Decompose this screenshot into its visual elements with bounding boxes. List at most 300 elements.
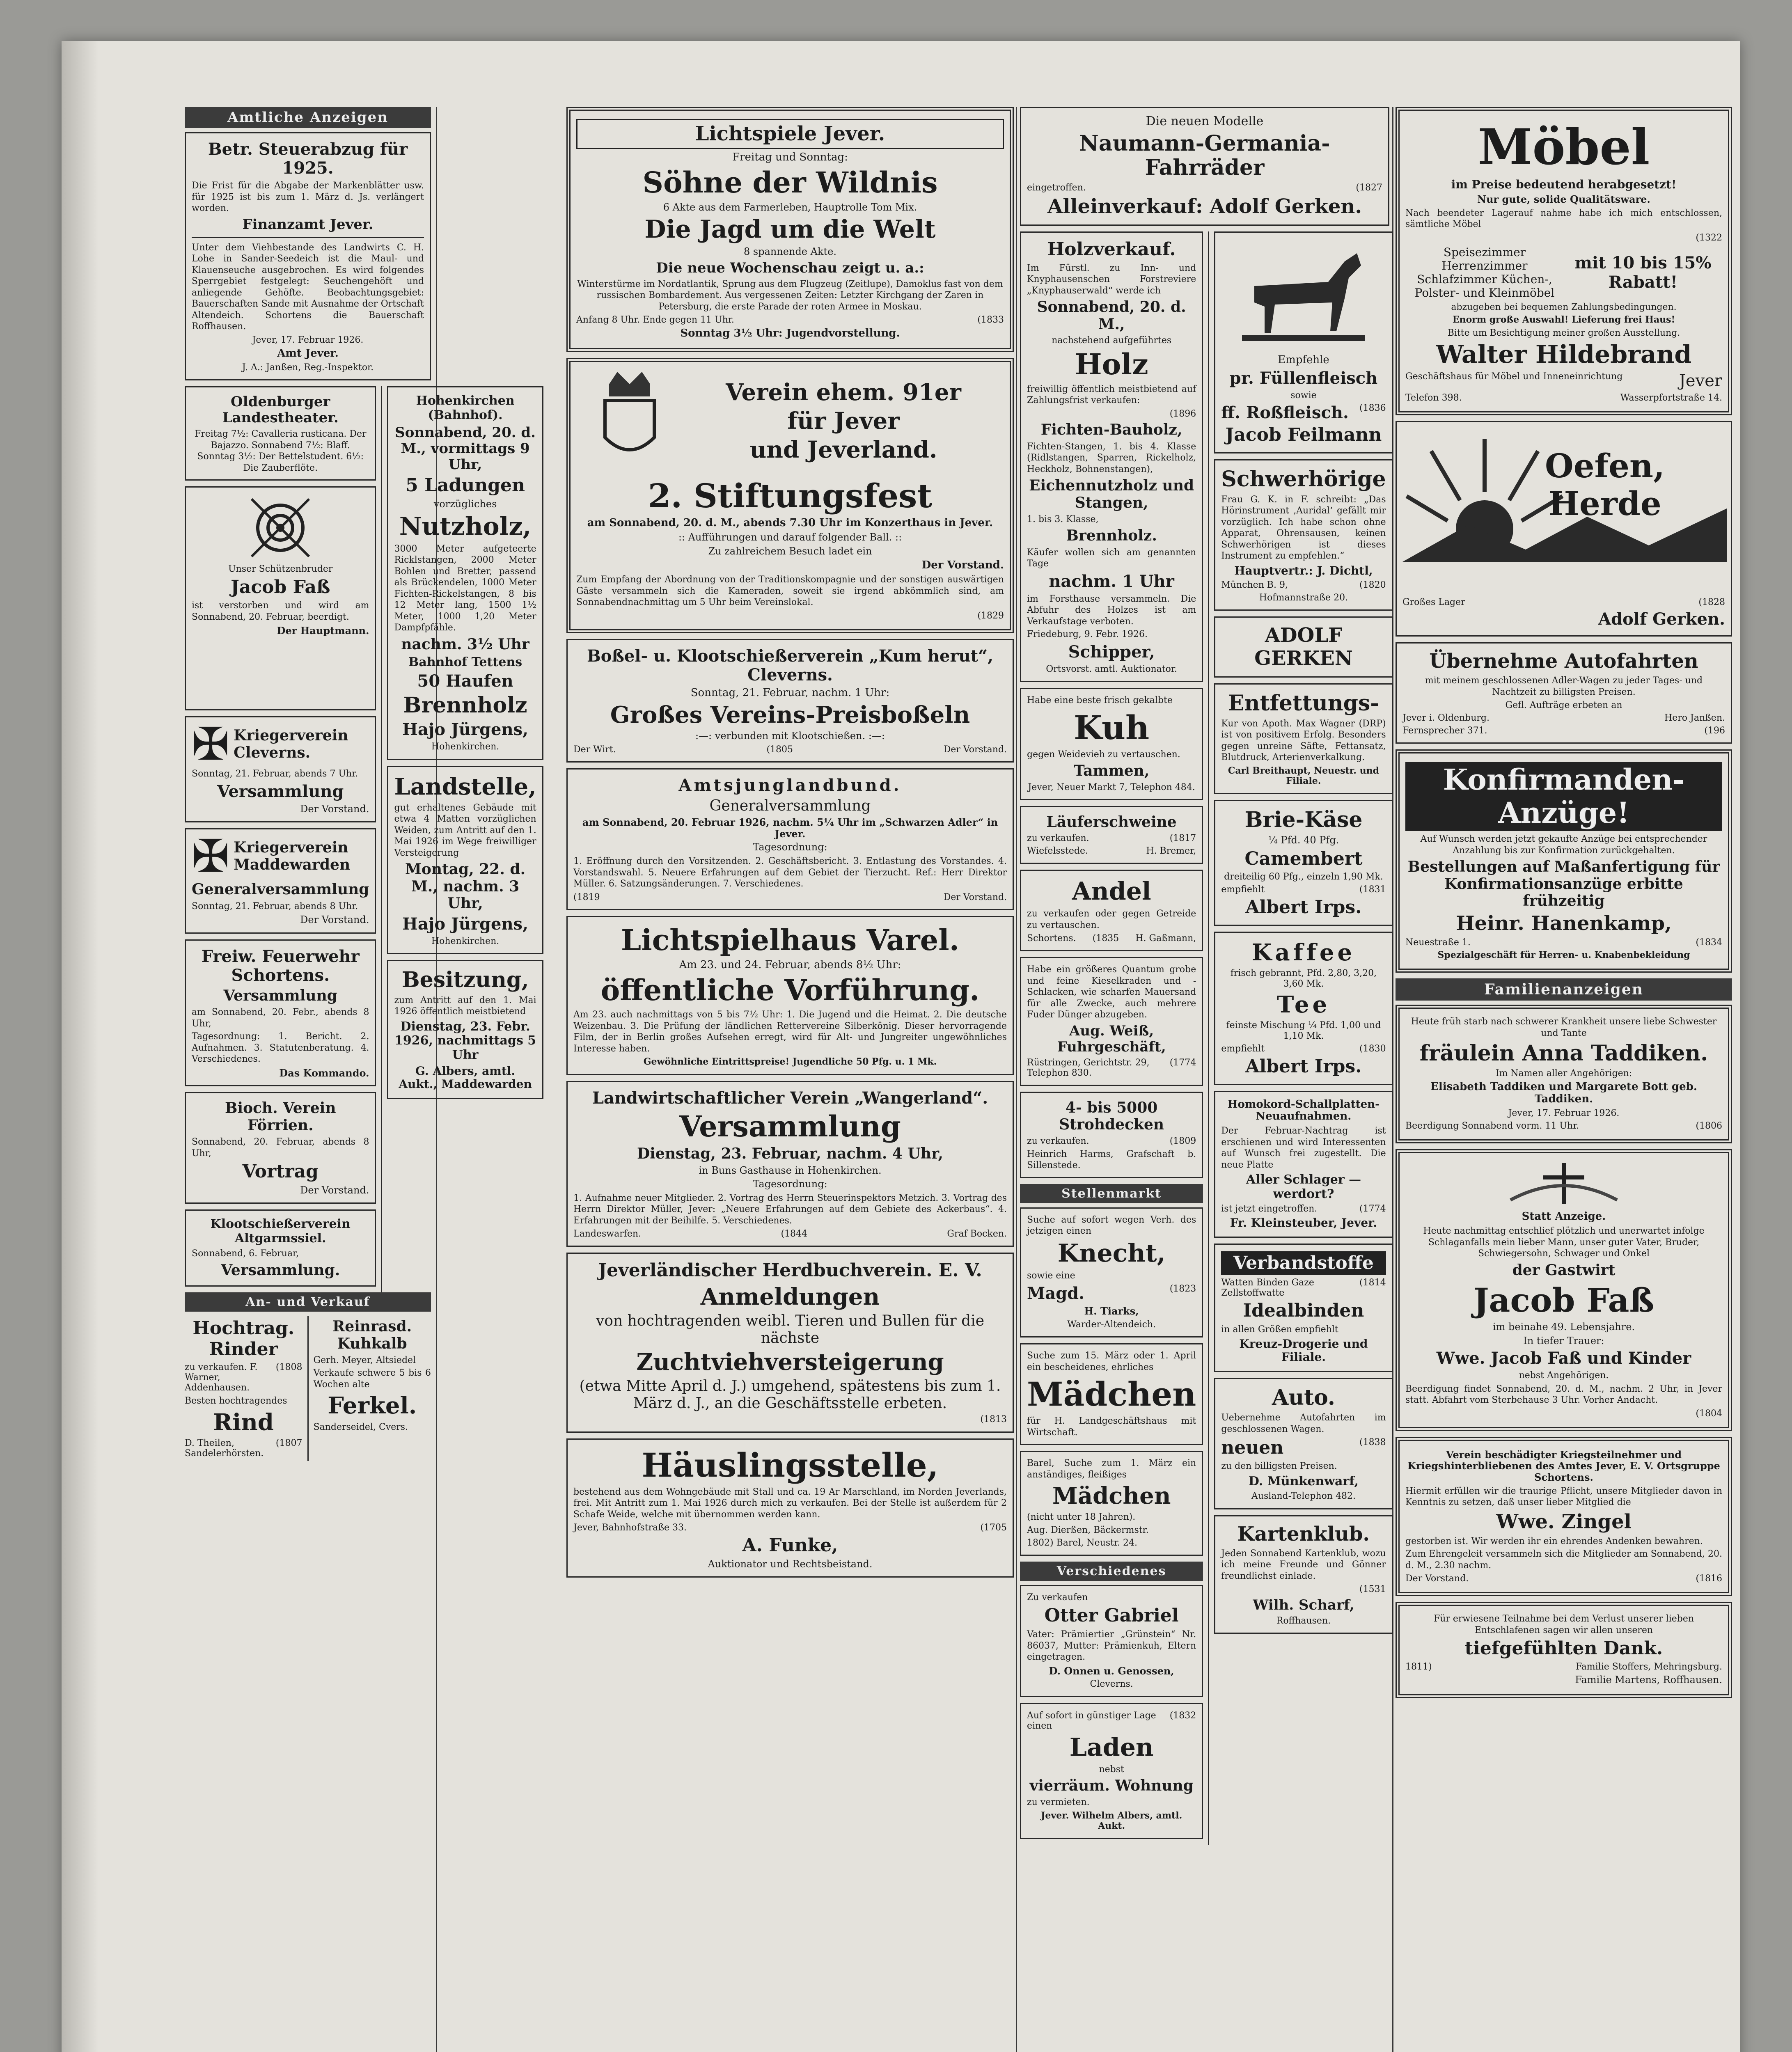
ad-text: in allen Größen empfiehlt <box>1221 1324 1338 1335</box>
ad-schuetzen <box>185 486 376 710</box>
ad-text: Zum Ehrengeleit versammeln sich die Mitglieder am Sonnabend, 20. d. M., 2.30 nachm. <box>1405 1549 1722 1571</box>
ad-place: Jever, Neuer Markt 7, Telephon 484. <box>1028 782 1195 792</box>
ad-sign: Der Vorstand. <box>300 1184 369 1196</box>
ad-sign: Gerh. Meyer, Altsiedel <box>313 1355 416 1365</box>
ad-title: vierräum. Wohnung <box>1029 1777 1194 1794</box>
ad-number: (1820 <box>1359 580 1386 591</box>
ad-title: Knecht, <box>1057 1239 1166 1268</box>
ad-text: Die neuen Modelle <box>1146 114 1264 128</box>
ad-lichtspielhaus-varel <box>566 916 1014 1075</box>
ad-date: am Sonnabend, 20. Februar 1926, nachm. 5¼ Uhr im „Schwarzen Adler“ in Jever. <box>582 816 998 840</box>
ad-title: Läuferschweine <box>1046 813 1177 831</box>
ad-title: Lichtspielhaus Varel. <box>621 923 960 957</box>
ad-sign: Sanderseidel, Cvers. <box>313 1422 408 1432</box>
ad-text: Die Frist für die Abgabe der Markenblätter usw. für 1925 ist bis zum 1. März d. Js. verlängert worden. <box>192 181 424 213</box>
ad-text: der Gastwirt <box>1512 1261 1616 1279</box>
ad-number: (1817 <box>1169 833 1196 844</box>
film-title: Die Jagd um die Welt <box>644 215 936 244</box>
ad-title: Übernehme Autofahrten <box>1429 649 1698 673</box>
ad-feuerwehr <box>185 939 376 1086</box>
ad-sign: Hohenkirchen. <box>431 742 500 752</box>
target-crest-icon <box>247 495 313 561</box>
ad-sign: H. Bremer, <box>1146 846 1196 857</box>
ad-text: nebst <box>1099 1764 1124 1775</box>
ad-time: Anfang 8 Uhr. Ende gegen 11 Uhr. <box>576 315 734 325</box>
ad-todesanzeige-fass <box>1396 1149 1732 1431</box>
ad-text: Jeden Sonnabend Kartenklub, wozu ich meine Freunde und Gönner freundlichst einlade. <box>1221 1548 1386 1581</box>
ad-text: Freitag und Sonntag: <box>732 151 848 164</box>
ad-sign: A. Funke, <box>742 1535 838 1556</box>
ad-number: (1830 <box>1359 1043 1386 1054</box>
ad-date: am Sonnabend, 20. d. M., abends 7.30 Uhr im Konzerthaus in Jever. <box>587 517 993 529</box>
ad-laden <box>1020 1703 1203 1839</box>
ad-text: Großes Lager <box>1402 597 1465 607</box>
iron-cross-icon: ✠ <box>192 718 230 771</box>
ad-sign: H. Tiarks, <box>1084 1305 1139 1317</box>
ad-title: Amtsjunglandbund. <box>678 775 902 795</box>
ad-title: Versammlung <box>217 781 344 801</box>
ad-theater <box>185 386 376 481</box>
ad-text: Heute nachmittag entschlief plötzlich und unerwartet infolge Schlaganfalls mein lieber Mann, unser guter Vater, Bruder, Schwiegersohn, Schwager und Onkel <box>1423 1226 1705 1259</box>
ad-phone: Telefon 398. <box>1405 392 1462 403</box>
ad-number: (1836 <box>1359 403 1386 414</box>
right-subcol <box>307 1316 431 1461</box>
ad-date: Friedeburg, 9. Febr. 1926. <box>1027 629 1148 640</box>
ad-title: Hohenkirchen (Bahnhof). <box>416 394 515 422</box>
ad-lichtspiele-jever <box>566 107 1014 352</box>
ad-konfirmanden <box>1396 749 1732 973</box>
ad-place: Hofmannstraße 20. <box>1259 593 1348 603</box>
ad-text: Beerdigung findet Sonnabend, 20. d. M., nachm. 2 Uhr, in Jever statt. Abfahrt vom Sterbehause 3 Uhr. Vorher Andacht. <box>1405 1383 1722 1406</box>
ad-sign: Fr. Kleinsteuber, Jever. <box>1230 1216 1377 1230</box>
section-header-verschiedenes: Verschiedenes <box>1020 1562 1203 1581</box>
ad-item: Fichten-Bauholz, <box>1040 421 1182 439</box>
ad-text: eingetroffen. <box>1027 183 1086 193</box>
ad-price: frisch gebrannt, Pfd. 2,80, 3,20, 3,60 Mk. <box>1230 968 1377 989</box>
ad-number: (1831 <box>1359 884 1386 895</box>
ad-klootschiesser <box>185 1209 376 1287</box>
ad-title: Hochtrag. Rinder <box>192 1318 295 1360</box>
ad-sign: Graf Bocken. <box>947 1229 1007 1239</box>
ad-title: Versammlung. <box>221 1261 340 1279</box>
ad-text: zu verkaufen. F. Warner, Addenhausen. <box>185 1362 258 1393</box>
ad-andel <box>1020 870 1203 951</box>
ad-sign: H. Gaßmann, <box>1135 933 1196 944</box>
ad-place: Jever i. Oldenburg. <box>1402 713 1490 724</box>
ad-text: Watten Binden Gaze Zellstoffwatte <box>1221 1278 1314 1299</box>
ad-text: Gefl. Aufträge erbeten an <box>1505 700 1622 711</box>
ad-subtitle: Generalversammlung <box>709 797 871 814</box>
ad-title: Mädchen <box>1027 1375 1196 1414</box>
ad-title: Mädchen <box>1052 1482 1171 1510</box>
ad-text: Enorm große Auswahl! Lieferung frei Haus! <box>1452 314 1675 325</box>
ad-place: Neuestraße 1. <box>1405 937 1471 948</box>
ad-sign: nebst Angehörigen. <box>1519 1370 1609 1381</box>
ad-text: gegen Weidevieh zu vertauschen. <box>1027 749 1180 760</box>
ad-text: Suche zum 15. März oder 1. April ein bescheidenes, ehrliches <box>1027 1351 1196 1372</box>
ad-kriegsbeschaedigte <box>1396 1437 1732 1596</box>
ad-place: Wasserpfortstraße 14. <box>1620 392 1722 403</box>
ad-title: Bioch. Verein Förrien. <box>225 1099 336 1134</box>
ad-place: Rüstringen, Gerichtstr. 29, Telephon 830. <box>1027 1057 1150 1078</box>
ad-title: Homokord-Schallplatten-Neuaufnahmen. <box>1227 1098 1380 1123</box>
ad-place: in Buns Gasthause in Hohenkirchen. <box>699 1164 882 1176</box>
ad-text: im beinahe 49. Lebensjahre. <box>1492 1321 1635 1333</box>
ad-landstelle <box>387 766 543 954</box>
ad-title: Verbandstoffe <box>1221 1251 1386 1276</box>
ad-text: von hochtragenden weibl. Tieren und Bullen für die nächste <box>596 1312 985 1347</box>
ad-text: Zu zahlreichem Besuch ladet ein <box>708 545 872 557</box>
ad-text: 3000 Meter aufgeteerte Ricklstangen, 2000 Meter Bohlen und Bretter, passend als Brückendelen, 1000 Meter Fichten-Rickelstangen, 8 bis 12 Meter lang, 1500 1½ Meter, 1000 1,20 Meter Dampfpfähle. <box>394 543 536 633</box>
ad-number: (1838 <box>1359 1437 1386 1448</box>
ad-subtitle: Nur gute, solide Qualitätsware. <box>1477 193 1650 206</box>
left-subcol <box>185 386 376 1292</box>
ad-title: Zuchtviehversteigerung <box>636 1349 944 1376</box>
ad-price: ¼ Pfd. 40 Pfg. <box>1268 834 1339 846</box>
ad-title: Kartenklub. <box>1237 1522 1370 1546</box>
two-col-block <box>1020 231 1389 1845</box>
ad-number: (1814 <box>1359 1278 1386 1288</box>
ad-text: Vater: Prämiertier „Grünstein“ Nr. 86037, Mutter: Prämienkuh, Eltern eingetragen. <box>1027 1629 1196 1663</box>
ad-text: Hiermit erfüllen wir die traurige Pflicht, unsere Mitglieder davon in Kenntnis zu setzen, daß unser lieber Mitglied die <box>1405 1486 1722 1508</box>
ad-title: Freiw. Feuerwehr Schortens. <box>201 946 360 985</box>
ad-sign: Hajo Jürgens, <box>402 720 528 740</box>
ad-maedchen-1 <box>1020 1343 1203 1445</box>
ad-text: für H. Landgeschäftshaus mit Wirtschaft. <box>1027 1416 1196 1438</box>
ad-title: Bestellungen auf Maßanfertigung für Konfirmationsanzüge erbitte frühzeitig <box>1407 858 1720 910</box>
ad-sign: Hauptvertr.: J. Dichtl, <box>1234 563 1373 577</box>
ad-text: Der Februar-Nachtrag ist erschienen und wird Interessenten auf Wunsch frei zugestellt. Die neue Platte <box>1221 1126 1386 1170</box>
iron-cross-icon: ✠ <box>192 830 230 883</box>
left-subcol <box>1020 231 1203 1845</box>
ad-name: Jacob Faß <box>1473 1281 1655 1320</box>
ad-number: (1829 <box>977 610 1004 621</box>
ad-text: Käufer wollen sich am genannten Tage <box>1027 547 1196 569</box>
ad-sign: G. Albers, amtl. Aukt., Maddewarden <box>399 1064 532 1091</box>
ad-text: empfiehlt <box>1221 1043 1265 1054</box>
ad-title: Brie-Käse <box>1244 807 1363 833</box>
ad-title: Aller Schlager — werdort? <box>1246 1173 1361 1201</box>
ad-sign: Landeswarfen. <box>573 1229 642 1239</box>
ad-moebel <box>1396 107 1732 415</box>
ad-number: (1705 <box>980 1523 1007 1533</box>
ad-bioch-verein <box>185 1092 376 1204</box>
ad-price: feinste Mischung ¼ Pfd. 1,00 und 1,10 Mk. <box>1226 1020 1381 1041</box>
ad-sign: Amt Jever. <box>277 347 339 360</box>
ad-title: Boßel- u. Klootschießerverein „Kum herut“, Cleverns. <box>587 646 994 685</box>
palm-cross-icon <box>1502 1159 1625 1208</box>
ad-sign: Finanzamt Jever. <box>242 216 374 233</box>
ad-name: fräulein Anna Taddiken. <box>1419 1041 1708 1066</box>
ad-text: Im Namen aller Angehörigen: <box>1495 1068 1632 1079</box>
ad-schwerhoerige <box>1214 459 1393 611</box>
ad-number: (1804 <box>1696 1408 1722 1419</box>
ad-autofahrten <box>1396 642 1732 744</box>
ad-holzverkauf <box>1020 231 1203 682</box>
ad-time: nachm. 3½ Uhr <box>401 635 529 653</box>
ad-title: Kriegerverein Cleverns. <box>234 727 348 762</box>
ad-title: für Jever <box>787 408 900 435</box>
ad-text: zu verkaufen. <box>1027 833 1089 844</box>
ad-title: Oefen, Herde <box>1545 446 1665 523</box>
ad-sign: Familie Stoffers, Mehringsburg. <box>1575 1661 1722 1672</box>
ad-title: 5 Ladungen <box>406 475 525 496</box>
ad-subtitle: im Preise bedeutend herabgesetzt! <box>1451 178 1677 191</box>
ad-place: 1802) Barel, Neustr. 24. <box>1027 1538 1138 1548</box>
ad-text: sowie eine <box>1027 1270 1075 1281</box>
ad-place: Ausland-Telephon 482. <box>1251 1491 1356 1502</box>
ad-danksagung <box>1396 1602 1732 1698</box>
ad-maedchen-2 <box>1020 1451 1203 1556</box>
ad-text: zu verkaufen oder gegen Getreide zu vertauschen. <box>1027 909 1196 930</box>
ad-date: Jever, 17. Februar 1926. <box>252 334 364 345</box>
ad-title: 4- bis 5000 Strohdecken <box>1059 1099 1164 1134</box>
ad-title: Kaffee <box>1251 939 1356 966</box>
ad-title: Holz <box>1075 347 1148 382</box>
ad-date: Am 23. und 24. Februar, abends 8½ Uhr: <box>679 959 901 971</box>
ad-text: ist verstorben und wird am Sonnabend, 20. Februar, beerdigt. <box>192 600 369 622</box>
ad-sign: Der Vorstand. <box>943 744 1007 755</box>
ad-text: ist jetzt eingetroffen. <box>1221 1204 1318 1214</box>
ad-sign: Tammen, <box>1073 762 1150 780</box>
ad-place: Jever, Bahnhofstraße 33. <box>573 1523 687 1533</box>
ad-number: (1322 <box>1696 232 1722 243</box>
ad-place: München B. 9, <box>1221 580 1288 591</box>
ad-text: abzugeben bei bequemen Zahlungsbedingungen. <box>1451 302 1677 313</box>
ad-text: zum Antritt auf den 1. Mai 1926 öffentlich meistbietend <box>394 995 536 1017</box>
ad-date: Jever, 17. Februar 1926. <box>1508 1108 1620 1118</box>
ad-text: :: Aufführungen und darauf folgender Ball. :: <box>678 531 902 543</box>
ad-sign: Schipper, <box>1068 642 1155 662</box>
ad-adolf-gerken <box>1214 616 1393 677</box>
ad-text: Freitag 7½: Cavalleria rusticana. Der Bajazzo. Sonnabend 7½: Blaff. Sonntag 3½: Der Bettelstudent. 6½: Die Zauberflöte. <box>194 429 367 473</box>
ad-title: Oldenburger Landestheater. <box>222 394 339 426</box>
ad-sign: Der Hauptmann. <box>277 625 369 637</box>
ad-number: (1833 <box>977 315 1004 325</box>
ad-text: :—: verbunden mit Klootschießen. :—: <box>695 730 885 742</box>
section-header-an-verkauf: An- und Verkauf <box>185 1292 431 1312</box>
ad-text: nachstehend aufgeführtes <box>1052 335 1172 346</box>
ad-steuerabzug <box>185 132 431 380</box>
section-header-familienanzeigen: Familienanzeigen <box>1396 978 1732 1001</box>
ad-number: (1896 <box>1169 408 1196 419</box>
ad-title: Versammlung <box>679 1109 901 1143</box>
right-subcol <box>1208 231 1393 1845</box>
left-subcol <box>185 1316 302 1461</box>
ad-text: Unser Schützenbruder <box>228 564 333 575</box>
ad-title: Versammlung <box>223 987 337 1004</box>
column-4 <box>1396 107 1732 2052</box>
ad-text: bestehend aus dem Wohngebäude mit Stall und ca. 19 Ar Marschland, im Norden Jeverlands, frei. Mit Antritt zum 1. Mai 1926 durch mich zu verkaufen. Bei der Stelle ist außerdem für 2 Schafe Weide, welche mit übernommen werden kann. <box>573 1486 1007 1520</box>
ad-title: Generalversammlung <box>192 881 369 898</box>
ad-number: (1823 <box>1169 1284 1196 1294</box>
ad-text: gestorben ist. Wir werden ihr ein ehrendes Andenken bewahren. <box>1405 1536 1703 1546</box>
ad-text: Winterstürme im Nordatlantik, Sprung aus dem Flugzeug (Zeitlupe), Damoklus fast von dem russischen Bombardement. Aus vergessenen Zeiten: Letzter Kirchgang der Zaren in Petersburg, die erste Parade der roten Armee in Moskau. <box>577 279 1003 312</box>
ad-nutzholz <box>387 386 543 760</box>
newspaper-page <box>62 41 1740 2052</box>
ad-text: zu den billigsten Preisen. <box>1221 1461 1337 1472</box>
ad-place: Jever <box>1679 371 1722 390</box>
ad-title: 50 Haufen <box>417 671 513 691</box>
ad-title: 2. Stiftungsfest <box>648 476 933 515</box>
ad-title: Auto. <box>1272 1385 1335 1410</box>
ad-date: Dienstag, 23. Febr. 1926, nachmittags 5 Uhr <box>394 1019 536 1062</box>
ad-text: 8 spannende Akte. <box>743 246 836 258</box>
ad-text: Uebernehme Autofahrten im geschlossenen Wagen. <box>1221 1413 1386 1434</box>
ad-title: Jeverländischer Herdbuchverein. E. V. <box>598 1260 982 1281</box>
ad-sign: D. Münkenwarf, <box>1248 1474 1359 1489</box>
ad-date: Sonntag, 21. Februar, nachm. 1 Uhr: <box>690 687 890 699</box>
column-rule <box>1016 107 1017 2052</box>
ad-title: Brennholz <box>403 693 527 718</box>
ad-date: Sonnabend, 20. d. M., <box>1037 298 1186 333</box>
ad-date: Montag, 22. d. M., nachm. 3 Uhr, <box>405 861 526 912</box>
ad-date: Dienstag, 23. Februar, nachm. 4 Uhr, <box>637 1145 943 1163</box>
ad-text: zu verkaufen. <box>1027 1136 1089 1146</box>
ad-title: Verein beschädigter Kriegsteilnehmer und Kriegshinterbliebenen des Amtes Jever, E. V. Ortsgruppe Schortens. <box>1407 1448 1720 1484</box>
ad-place: Warder-Altendeich. <box>1067 1319 1156 1330</box>
ad-auto <box>1214 1378 1393 1509</box>
ad-number: (1531 <box>1359 1584 1386 1595</box>
ad-kaese <box>1214 800 1393 926</box>
ad-title: Reinrasd. Kuhkalb <box>332 1318 412 1352</box>
ad-text: Gewöhnliche Eintrittspreise! Jugendliche 50 Pfg. u. 1 Mk. <box>643 1056 937 1067</box>
ad-place: Cleverns. <box>1090 1679 1133 1690</box>
ad-text: 1. bis 3. Klasse, <box>1027 514 1099 524</box>
column-2 <box>566 107 1014 2052</box>
ad-kriegerverein-cleverns <box>185 716 376 822</box>
ad-number: (1832 <box>1169 1711 1196 1721</box>
ad-sign: D. Onnen u. Genossen, <box>1049 1665 1174 1677</box>
ad-text: Am 23. auch nachmittags von 5 bis 7½ Uhr: 1. Die Jugend und die Heimat. 2. Die deutsche Weizenbau. 3. Die Prüfung der ländlichen Rettervereine Silberkönig. Dieser hervorragende Film, der in Berlin großes Aufsehen erregt, wird für Alt- und Jungreiter ungewöhnliches Interesse haben. <box>573 1010 1007 1054</box>
ad-title: und Jeverland. <box>749 436 937 464</box>
ad-sign: Aug. Dierßen, Bäckermstr. <box>1027 1525 1149 1535</box>
ad-subtitle: Die neue Wochenschau zeigt u. a.: <box>656 259 924 276</box>
ad-text: Im Fürstl. zu Inn- und Knyphausenschen Forstreviere „Knyphauserwald“ werde ich <box>1027 263 1196 296</box>
ad-sign: Jever. Wilhelm Albers, amtl. Aukt. <box>1041 1810 1182 1831</box>
ad-text: zu vermieten. <box>1027 1797 1090 1808</box>
ad-title: Kriegerverein Maddewarden <box>234 839 351 874</box>
ad-sign: Der Vorstand. <box>300 803 369 815</box>
ad-title: Klootschießerverein Altgarmssiel. <box>210 1217 351 1246</box>
ad-place: Bahnhof Tettens <box>408 655 522 669</box>
ad-date: Sonnabend, 20. d. M., vormittags 9 Uhr, <box>395 424 536 473</box>
film-title: Söhne der Wildnis <box>642 165 938 200</box>
ad-homokord <box>1214 1091 1393 1238</box>
ad-title: Idealbinden <box>1243 1300 1364 1321</box>
ad-number: (1819 <box>573 892 600 902</box>
ad-text: Heute früh starb nach schwerer Krankheit unsere liebe Schwester und Tante <box>1411 1017 1717 1038</box>
ad-title: Entfettungs- <box>1228 690 1379 716</box>
ad-item: pr. Füllenfleisch <box>1229 369 1378 388</box>
ad-text: Besten hochtragendes <box>185 1396 287 1406</box>
ad-number: (1844 <box>781 1229 808 1239</box>
ad-sign: Das Kommando. <box>279 1067 369 1079</box>
ad-number: (196 <box>1704 726 1725 736</box>
ad-pferdefleisch <box>1214 231 1393 453</box>
ad-text: Auf Wunsch werden jetzt gekaufte Anzüge bei entsprechender Anzahlung bis zur Konfirmation zurückgehalten. <box>1420 834 1707 856</box>
ad-number: (1807 <box>275 1438 302 1449</box>
two-col-block <box>185 386 536 1292</box>
ad-time: nachm. 1 Uhr <box>1049 571 1174 591</box>
ad-laeuferschweine <box>1020 806 1203 864</box>
ad-text: Nach beendeter Lagerauf nahme habe ich mich entschlossen, sämtliche Möbel <box>1405 208 1722 230</box>
ad-item: ff. Roßfleisch. <box>1221 403 1349 423</box>
ad-sign: Aug. Weiß, Fuhrgeschäft, <box>1057 1022 1166 1055</box>
ad-schlacken <box>1020 957 1203 1086</box>
ad-sign: Der Vorstand. <box>921 559 1004 572</box>
column-3 <box>1020 107 1389 2052</box>
ad-bosselverein <box>566 639 1014 763</box>
ad-title: Häuslingsstelle, <box>642 1445 939 1484</box>
ad-text: Empfehle <box>1278 354 1329 366</box>
ad-text: (nicht unter 18 Jahren). <box>1027 1512 1136 1523</box>
ad-title: öffentliche Vorführung. <box>600 973 980 1007</box>
ad-title: neuen <box>1221 1437 1284 1459</box>
ad-place: Schortens. <box>1027 933 1076 944</box>
ad-sign: D. Theilen, Sandelerhörsten. <box>185 1438 264 1459</box>
ad-text: Speisezimmer Herrenzimmer Schlafzimmer Küchen-, Polster- und Kleinmöbel <box>1414 245 1555 300</box>
ad-name: Jacob Faß <box>231 576 330 598</box>
ad-sign: Jacob Feilmann <box>1225 424 1382 446</box>
ad-amtsjunglandbund <box>566 768 1014 910</box>
ad-title: tiefgefühlten Dank. <box>1464 1638 1663 1659</box>
ad-sign: Alleinverkauf: Adolf Gerken. <box>1047 195 1362 218</box>
ad-title: Naumann-Germania-Fahrräder <box>1079 131 1330 181</box>
ad-oefen-herde <box>1396 421 1732 637</box>
ad-kuh <box>1020 688 1203 800</box>
ad-title: Möbel <box>1478 118 1650 176</box>
ad-sign: Walter Hildebrand <box>1436 340 1692 369</box>
ad-sign: Hohenkirchen. <box>431 936 500 946</box>
ad-title: Anmeldungen <box>700 1283 880 1310</box>
page-spine <box>62 41 99 2052</box>
ad-text: Sonntag 3½ Uhr: Jugendvorstellung. <box>680 327 900 340</box>
ad-text: sowie <box>1290 390 1317 401</box>
ad-entfettung <box>1214 683 1393 794</box>
ad-item: Eichennutzholz und Stangen, <box>1029 477 1194 511</box>
ad-sign: Der Wirt. <box>573 744 616 755</box>
ad-date: am Sonnabend, 20. Febr., abends 8 Uhr, <box>192 1007 369 1029</box>
ad-text: Fichten-Stangen, 1. bis 4. Klasse (Ridlstangen, Sparren, Rickelholz, Heckholz, Bohnenstangen), <box>1027 441 1196 474</box>
ad-title: Konfirmanden-Anzüge! <box>1405 762 1722 831</box>
ad-number: (1827 <box>1356 183 1382 193</box>
ad-text: im Forsthause versammeln. Die Abfuhr des Holzes ist am Verkaufstage verboten. <box>1027 593 1196 627</box>
ad-sign: Hero Janßen. <box>1664 713 1725 724</box>
ad-landwirtschaftlicher-verein <box>566 1081 1014 1247</box>
ad-sign: Kreuz-Drogerie und Filiale. <box>1239 1337 1368 1364</box>
ad-sign: Der Vorstand. <box>943 892 1007 902</box>
ad-sign: Wwe. Jacob Faß und Kinder <box>1436 1349 1691 1368</box>
ad-number: (1809 <box>1169 1136 1196 1146</box>
ad-verbandstoffe <box>1214 1244 1393 1372</box>
ad-text: empfiehlt <box>1221 884 1265 895</box>
ad-knecht-magd <box>1020 1207 1203 1337</box>
ad-number: (1813 <box>980 1414 1007 1425</box>
ad-date: Sonntag, 21. Februar, abends 8 Uhr. <box>192 901 358 911</box>
ad-text: Tagesordnung: <box>753 841 827 853</box>
ad-text: Zu verkaufen <box>1027 1592 1088 1603</box>
ad-title: Besitzung, <box>401 967 529 992</box>
ad-otter-gabriel <box>1020 1585 1203 1697</box>
right-subcol <box>381 386 543 1292</box>
ad-text: Habe ein größeres Quantum grobe und feine Kieselkraden und -Schlacken, wie scharfen Mauersand für alle Zwecke, auch mehrere Fuder Dünger abzugeben. <box>1027 964 1196 1020</box>
ad-sign: Albert Irps. <box>1245 1056 1362 1077</box>
ad-text: gut erhaltenes Gebäude mit etwa 4 Matten vorzüglichen Weiden, zum Antritt auf den 1. Mai 1926 im Wege freiwilliger Versteigerung <box>394 802 536 858</box>
ad-text: freiwillig öffentlich meistbietend auf Zahlungsfrist verkaufen: <box>1027 384 1196 406</box>
ad-text: Kur von Apoth. Max Wagner (DRP) ist von positivem Erfolg. Besonders gegen unreine Säfte, Fettansatz, Blutdruck, Arterienverkalkung. <box>1221 718 1386 763</box>
ad-number: (1808 <box>275 1362 302 1373</box>
